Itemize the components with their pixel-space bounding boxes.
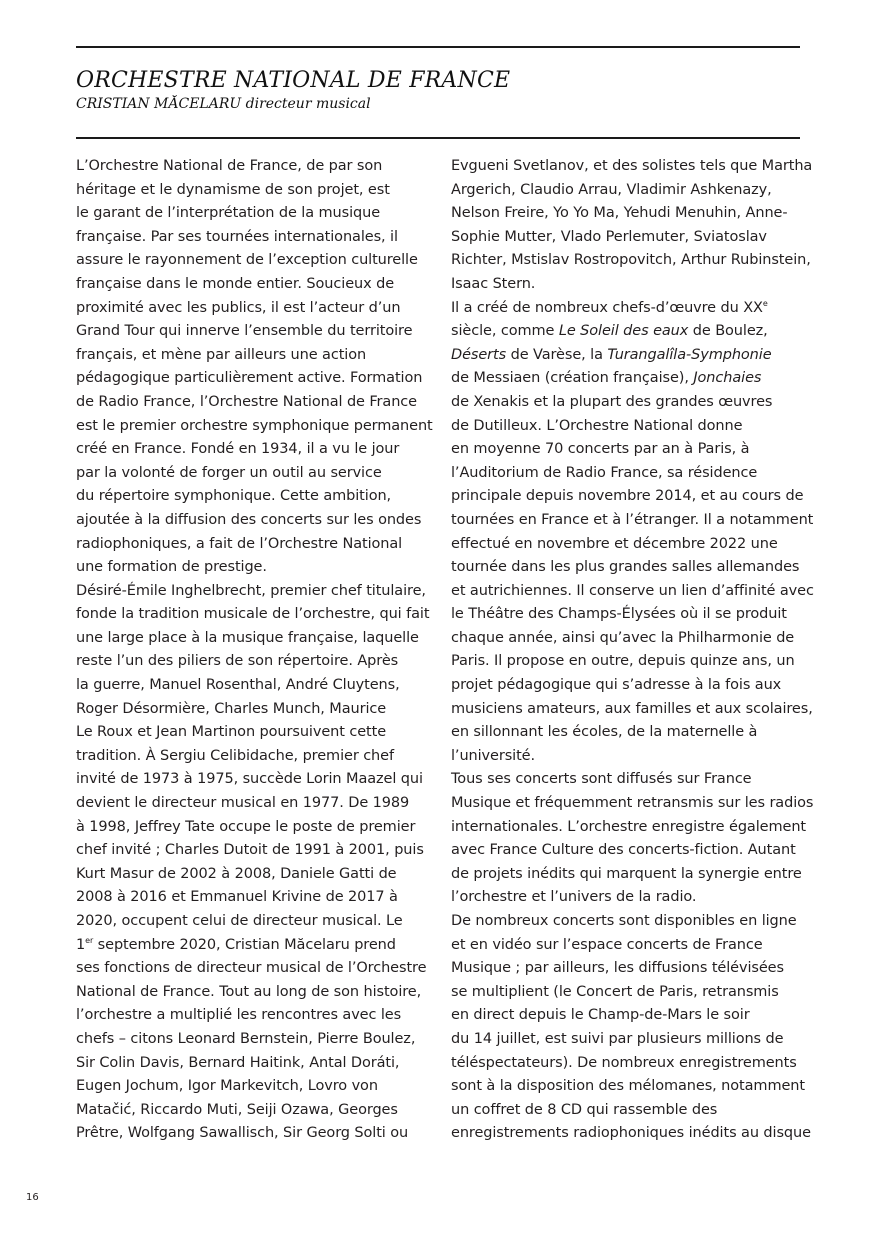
conductor-role: directeur musical xyxy=(245,96,371,112)
text-line: invité de 1973 à 1975, succède Lorin Maazel qui xyxy=(76,771,423,788)
text-line: radiophoniques, a fait de l’Orchestre National xyxy=(76,535,403,552)
text-line: 2008 à 2016 et Emmanuel Krivine de 2017 à xyxy=(76,889,398,906)
text-line: tournée dans les plus grandes salles allemandes xyxy=(451,559,800,576)
text-line: enregistrements radiophoniques inédits au disque xyxy=(451,1125,811,1142)
text-line: la guerre, Manuel Rosenthal, André Cluytens, xyxy=(76,677,400,694)
text-line: fonde la tradition musicale de l’orchestre, qui fait xyxy=(76,606,430,623)
text-line: Roger Désormière, Charles Munch, Maurice xyxy=(76,700,387,717)
text-line: reste l’un des piliers de son répertoire. Après xyxy=(76,653,399,670)
text-line: en direct depuis le Champ-de-Mars le soir xyxy=(451,1007,750,1024)
work-title: Turangalîla-Symphonie xyxy=(607,346,772,363)
text-line: l’Auditorium de Radio France, sa résidence xyxy=(451,464,758,481)
text-line: de Radio France, l’Orchestre National de France xyxy=(76,393,417,410)
text-line: Le Roux et Jean Martinon poursuivent cette xyxy=(76,724,387,741)
text-line: en moyenne 70 concerts par an à Paris, à xyxy=(451,441,750,458)
left-column xyxy=(76,155,433,1146)
text-line: l’orchestre et l’univers de la radio. xyxy=(451,889,697,906)
text-line: Désiré-Émile Inghelbrecht, premier chef titulaire, xyxy=(76,582,426,599)
text-line: Matačić, Riccardo Muti, Seiji Ozawa, Georges xyxy=(76,1101,398,1118)
text-line: et autrichiennes. Il conserve un lien d’affinité avec xyxy=(451,582,814,599)
page-header xyxy=(76,66,510,112)
text-line: avec France Culture des concerts-fiction. Autant xyxy=(451,842,796,859)
text-line: musiciens amateurs, aux familles et aux scolaires, xyxy=(451,700,813,717)
text-line: sont à la disposition des mélomanes, notamment xyxy=(451,1078,805,1095)
text-line: ses fonctions de directeur musical de l’Orchestre xyxy=(76,960,427,977)
text-line: de Dutilleux. L’Orchestre National donne xyxy=(451,417,743,434)
text-fragment: de Varèse, la xyxy=(506,346,608,363)
text-line-century xyxy=(451,297,803,321)
text-line-works xyxy=(451,344,803,368)
text-line: Eugen Jochum, Igor Markevitch, Lovro von xyxy=(76,1078,378,1095)
text-line: proximité avec les publics, il est l’acteur d’un xyxy=(76,299,401,316)
text-line: Musique et fréquemment retransmis sur les radios xyxy=(451,795,814,812)
text-fragment: 1 xyxy=(76,936,86,953)
text-line: héritage et le dynamisme de son projet, est xyxy=(76,181,390,198)
work-title: Jonchaies xyxy=(693,370,762,387)
text-fragment: Il a créé de nombreux chefs-d’œuvre du XX xyxy=(451,299,763,316)
text-line: Musique ; par ailleurs, les diffusions télévisées xyxy=(451,960,784,977)
text-line: effectué en novembre et décembre 2022 une xyxy=(451,535,778,552)
text-line: le Théâtre des Champs-Élysées où il se produit xyxy=(451,606,787,623)
text-fragment: de Messiaen (création française), xyxy=(451,370,694,387)
text-line: National de France. Tout au long de son histoire, xyxy=(76,983,422,1000)
text-line: créé en France. Fondé en 1934, il a vu le jour xyxy=(76,441,400,458)
text-line: Sir Colin Davis, Bernard Haitink, Antal Doráti, xyxy=(76,1054,400,1071)
text-line: internationales. L’orchestre enregistre également xyxy=(451,818,806,835)
text-line: du 14 juillet, est suivi par plusieurs millions de xyxy=(451,1030,784,1047)
text-line: L’Orchestre National de France, de par son xyxy=(76,158,383,174)
text-line: Nelson Freire, Yo Yo Ma, Yehudi Menuhin, Anne- xyxy=(451,205,788,222)
top-rule xyxy=(76,46,800,48)
header-rule xyxy=(76,137,800,139)
conductor-name: CRISTIAN MĂCELARU xyxy=(76,96,242,112)
superscript: er xyxy=(85,935,94,945)
text-line: Richter, Mstislav Rostropovitch, Arthur Rubinstein, xyxy=(451,252,811,269)
text-line: tradition. À Sergiu Celibidache, premier chef xyxy=(76,747,394,764)
text-line: se multiplient (le Concert de Paris, retransmis xyxy=(451,983,779,1000)
page-title: ORCHESTRE NATIONAL DE FRANCE xyxy=(76,68,511,93)
text-line: principale depuis novembre 2014, et au cours de xyxy=(451,488,804,505)
text-line: Argerich, Claudio Arrau, Vladimir Ashkenazy, xyxy=(451,181,772,198)
text-line: De nombreux concerts sont disponibles en ligne xyxy=(451,913,797,929)
text-line: chaque année, ainsi qu’avec la Philharmonie de xyxy=(451,629,795,646)
superscript: e xyxy=(762,298,768,308)
text-line: de projets inédits qui marquent la synergie entre xyxy=(451,865,802,882)
text-line: est le premier orchestre symphonique permanent xyxy=(76,417,433,434)
text-line: pédagogique particulièrement active. Formation xyxy=(76,370,423,387)
text-line: une large place à la musique française, laquelle xyxy=(76,629,419,646)
text-line: un coffret de 8 CD qui rassemble des xyxy=(451,1101,718,1118)
text-line: du répertoire symphonique. Cette ambition, xyxy=(76,488,392,505)
text-line-works xyxy=(451,367,803,391)
text-line: chefs – citons Leonard Bernstein, Pierre Boulez, xyxy=(76,1030,416,1047)
page-subtitle xyxy=(76,96,510,112)
text-line: projet pédagogique qui s’adresse à la fois aux xyxy=(451,677,782,694)
text-line-date xyxy=(76,934,430,958)
text-line: française dans le monde entier. Soucieux de xyxy=(76,275,395,292)
text-line: française. Par ses tournées internationales, il xyxy=(76,228,398,245)
text-line: tournées en France et à l’étranger. Il a notamment xyxy=(451,511,814,528)
text-line: Paris. Il propose en outre, depuis quinze ans, un xyxy=(451,653,795,670)
text-line: Kurt Masur de 2002 à 2008, Daniele Gatti de xyxy=(76,865,397,882)
text-fragment: de Boulez, xyxy=(688,323,768,340)
text-line: téléspectateurs). De nombreux enregistrements xyxy=(451,1054,797,1071)
text-line: Isaac Stern. xyxy=(451,275,536,292)
text-line: à 1998, Jeffrey Tate occupe le poste de premier xyxy=(76,818,416,835)
work-title: Le Soleil des eaux xyxy=(558,323,689,340)
text-line: assure le rayonnement de l’exception culturelle xyxy=(76,252,418,269)
text-line: l’université. xyxy=(451,747,536,764)
text-line: par la volonté de forger un outil au service xyxy=(76,464,382,481)
right-column xyxy=(451,155,814,1146)
page-number: 16 xyxy=(26,1192,39,1203)
text-line: chef invité ; Charles Dutoit de 1991 à 2001, puis xyxy=(76,842,424,859)
text-line: Tous ses concerts sont diffusés sur France xyxy=(451,771,752,788)
text-line: le garant de l’interprétation de la musique xyxy=(76,205,381,222)
text-line: 2020, occupent celui de directeur musical. Le xyxy=(76,913,403,929)
text-line: français, et mène par ailleurs une action xyxy=(76,346,367,363)
text-line: en sillonnant les écoles, de la maternelle à xyxy=(451,724,758,741)
text-line: de Xenakis et la plupart des grandes œuvres xyxy=(451,393,773,410)
text-line: devient le directeur musical en 1977. De 1989 xyxy=(76,795,410,812)
text-line: et en vidéo sur l’espace concerts de France xyxy=(451,936,763,953)
text-line: Sophie Mutter, Vlado Perlemuter, Sviatoslav xyxy=(451,228,767,245)
text-line-works xyxy=(451,320,803,344)
text-line: l’orchestre a multiplié les rencontres avec les xyxy=(76,1007,402,1024)
text-line: Prêtre, Wolfgang Sawallisch, Sir Georg Solti ou xyxy=(76,1125,409,1142)
text-line: ajoutée à la diffusion des concerts sur les ondes xyxy=(76,511,422,528)
text-fragment: siècle, comme xyxy=(451,323,559,340)
text-line: Grand Tour qui innerve l’ensemble du territoire xyxy=(76,323,413,340)
text-line: Evgueni Svetlanov, et des solistes tels que Martha xyxy=(451,158,813,174)
text-line: une formation de prestige. xyxy=(76,559,267,576)
work-title: Déserts xyxy=(451,346,507,363)
text-fragment: septembre 2020, Cristian Măcelaru prend xyxy=(93,936,396,953)
